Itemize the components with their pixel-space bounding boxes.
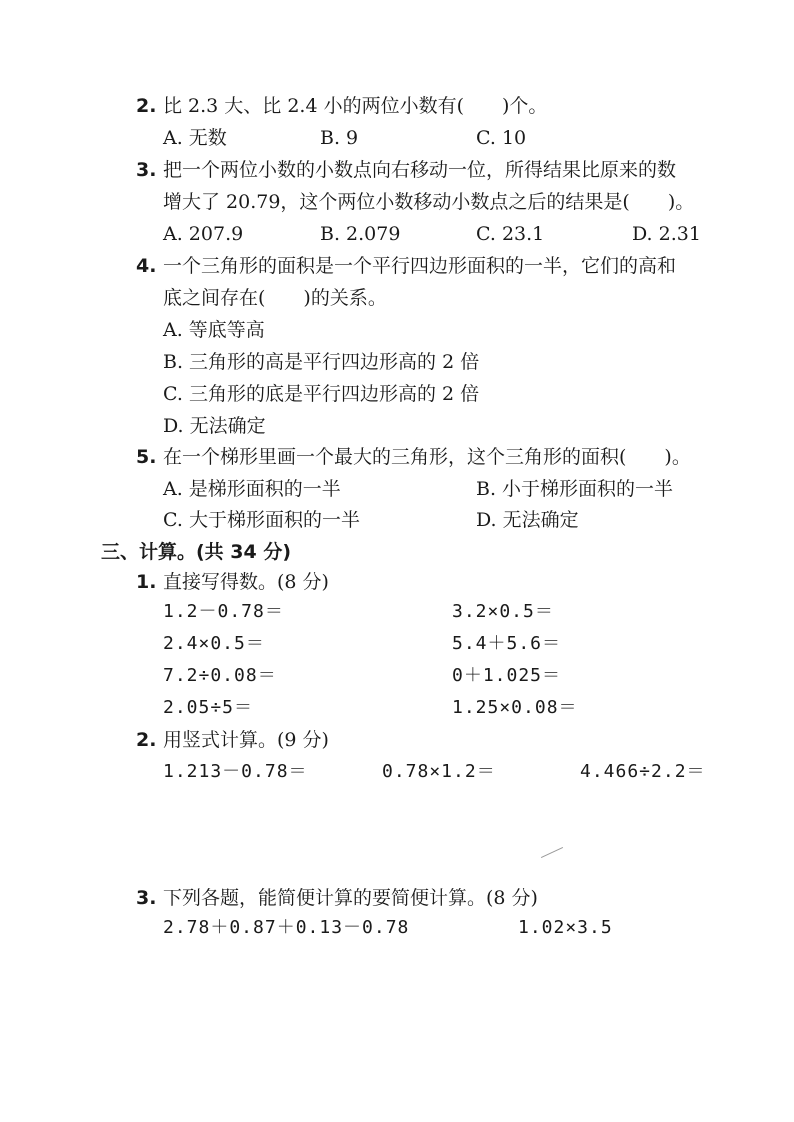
question-4-line-1: 一个三角形的面积是一个平行四边形面积的一半，它们的高和 — [163, 255, 677, 277]
question-4-option-a: A. 等底等高 — [163, 319, 265, 341]
question-2-option-a: A. 无数 — [163, 127, 227, 149]
question-5-option-b: B. 小于梯形面积的一半 — [476, 478, 674, 500]
calc-1-item: 2.05÷5＝ — [163, 697, 254, 718]
calc-1-item: 1.25×0.08＝ — [452, 697, 578, 718]
question-4-line-2: 底之间存在( )的关系。 — [163, 287, 387, 309]
question-4-option-c: C. 三角形的底是平行四边形高的 2 倍 — [163, 383, 480, 405]
calc-1-item: 1.2－0.78＝ — [163, 601, 284, 622]
question-4-option-d: D. 无法确定 — [163, 415, 266, 437]
calc-2-item: 0.78×1.2＝ — [382, 761, 496, 782]
question-2-text: 比 2.3 大、比 2.4 小的两位小数有( )个。 — [163, 95, 548, 117]
pencil-mark — [541, 847, 563, 858]
calc-1-number: 1. — [136, 571, 157, 593]
question-4-option-b: B. 三角形的高是平行四边形高的 2 倍 — [163, 351, 480, 373]
question-3-option-a: A. 207.9 — [163, 223, 244, 245]
calc-3-title: 下列各题，能简便计算的要简便计算。(8 分) — [163, 887, 538, 909]
calc-2-title: 用竖式计算。(9 分) — [163, 729, 329, 751]
question-2-option-b: B. 9 — [320, 127, 359, 149]
calc-3-item: 1.02×3.5 — [518, 917, 613, 938]
question-5-number: 5. — [136, 446, 157, 468]
question-3-option-d: D. 2.31 — [632, 223, 701, 245]
question-5-option-a: A. 是梯形面积的一半 — [163, 478, 341, 500]
question-2-number: 2. — [136, 95, 157, 117]
question-3-number: 3. — [136, 159, 157, 181]
question-3-option-c: C. 23.1 — [476, 223, 545, 245]
section-3-title: 三、计算。(共 34 分) — [101, 541, 292, 563]
calc-2-number: 2. — [136, 729, 157, 751]
calc-1-title: 直接写得数。(8 分) — [163, 571, 329, 593]
question-5-text: 在一个梯形里画一个最大的三角形，这个三角形的面积( )。 — [163, 446, 691, 468]
calc-1-item: 5.4＋5.6＝ — [452, 633, 562, 654]
question-5-option-c: C. 大于梯形面积的一半 — [163, 509, 360, 531]
calc-2-item: 1.213－0.78＝ — [163, 761, 308, 782]
calc-3-item: 2.78＋0.87＋0.13－0.78 — [163, 917, 410, 938]
question-2-option-c: C. 10 — [476, 127, 527, 149]
question-3-option-b: B. 2.079 — [320, 223, 401, 245]
calc-2-item: 4.466÷2.2＝ — [580, 761, 706, 782]
calc-1-item: 7.2÷0.08＝ — [163, 665, 277, 686]
question-3-line-1: 把一个两位小数的小数点向右移动一位，所得结果比原来的数 — [163, 159, 677, 181]
calc-3-number: 3. — [136, 887, 157, 909]
calc-1-item: 3.2×0.5＝ — [452, 601, 554, 622]
calc-1-item: 0＋1.025＝ — [452, 665, 562, 686]
question-4-number: 4. — [136, 255, 157, 277]
question-3-line-2: 增大了 20.79，这个两位小数移动小数点之后的结果是( )。 — [163, 191, 695, 213]
question-5-option-d: D. 无法确定 — [476, 509, 579, 531]
calc-1-item: 2.4×0.5＝ — [163, 633, 265, 654]
